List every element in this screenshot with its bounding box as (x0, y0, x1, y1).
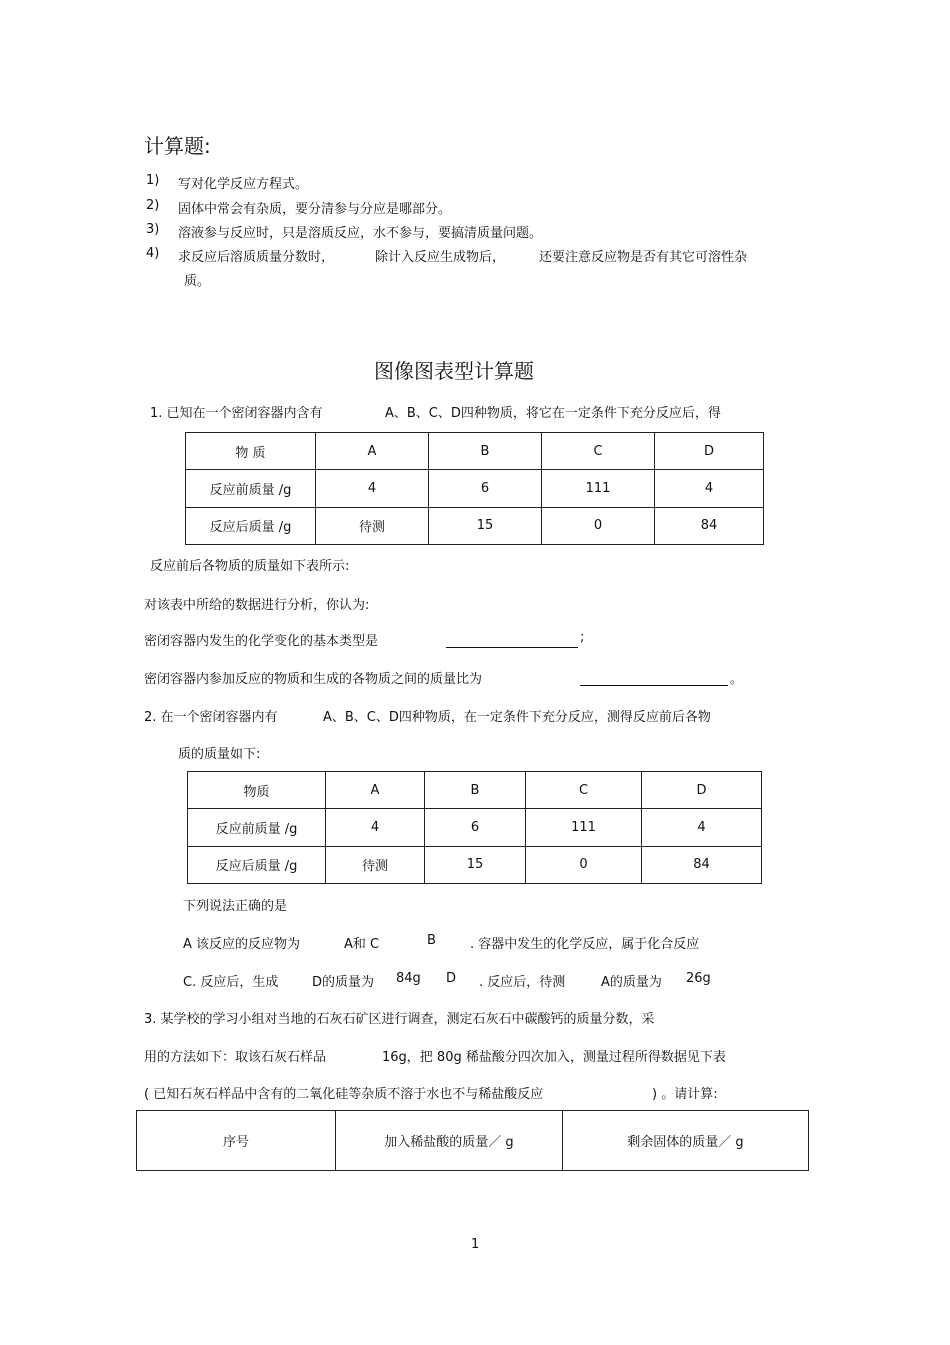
table-cell: D (655, 433, 764, 470)
table-cell: 4 (316, 470, 429, 507)
q2-line-2: 质的质量如下: (178, 747, 261, 762)
q2-option-d-label: A的质量为 (601, 975, 662, 990)
table-cell: 0 (542, 507, 655, 544)
q2-option-a-value: A和 C (344, 937, 380, 952)
table-cell: 15 (429, 507, 542, 544)
table-cell: 84 (642, 846, 762, 883)
note-1-text: 写对化学反应方程式。 (178, 177, 309, 192)
table-cell: 4 (326, 809, 425, 846)
q2-option-d-text: . 反应后，待测 (479, 975, 566, 990)
table-cell: 反应后质量 /g (188, 846, 326, 883)
note-2-number: 2) (146, 198, 160, 213)
table-row (188, 846, 762, 883)
page-heading: 计算题: (144, 134, 211, 158)
q1-text-part-2: A、B、C、D四种物质，将它在一定条件下充分反应后，得 (385, 406, 721, 421)
section-title: 图像图表型计算题 (374, 359, 534, 383)
table-cell: C (542, 433, 655, 470)
table-header-row (188, 772, 762, 809)
table-cell: B (425, 772, 526, 809)
table-cell: 0 (526, 846, 642, 883)
note-1-number: 1) (146, 173, 160, 188)
note-3-number: 3) (146, 222, 160, 237)
q2-text-part-1: 2. 在一个密闭容器内有 (144, 710, 278, 725)
table-cell: 15 (425, 846, 526, 883)
table-cell: 反应前质量 /g (186, 470, 316, 507)
table-cell: 剩余固体的质量／ g (563, 1111, 809, 1171)
q1-blank1-text: 密闭容器内发生的化学变化的基本类型是 (144, 634, 379, 649)
q2-option-c-value: 84g (396, 971, 421, 986)
note-3-text: 溶液参与反应时，只是溶质反应，水不参与，要搞清质量问题。 (178, 226, 543, 241)
table-cell: 111 (542, 470, 655, 507)
q1-analysis: 对该表中所给的数据进行分析，你认为: (144, 598, 370, 613)
table-cell: C (526, 772, 642, 809)
q2-option-a-text: A 该反应的反应物为 (183, 937, 301, 952)
q1-after-table: 反应前后各物质的质量如下表所示: (150, 559, 350, 574)
note-4-continuation: 质。 (184, 274, 211, 289)
note-4-number: 4) (146, 246, 160, 261)
table-row (186, 470, 764, 507)
q1-text-part-1: 1. 已知在一个密闭容器内含有 (150, 406, 323, 421)
note-2-text: 固体中常会有杂质，要分清参与分应是哪部分。 (178, 202, 452, 217)
q2-option-b-letter: B (427, 933, 436, 948)
q3-table (136, 1110, 809, 1171)
q3-line-1: 3. 某学校的学习小组对当地的石灰石矿区进行调查，测定石灰石中碳酸钙的质量分数，采 (144, 1012, 655, 1027)
q2-table (187, 771, 762, 884)
note-4-part-2: 除计入反应生成物后， (375, 250, 506, 265)
q3-line-3-part-1: ( 已知石灰石样品中含有的二氧化硅等杂质不溶于水也不与稀盐酸反应 (144, 1087, 544, 1102)
q1-table (185, 432, 764, 545)
q1-blank2-end: 。 (730, 672, 744, 687)
table-cell: 物 质 (186, 433, 316, 470)
table-cell: 待测 (316, 507, 429, 544)
q2-option-d-value: 26g (686, 971, 711, 986)
q1-blank1-line[interactable] (446, 633, 578, 648)
table-cell: D (642, 772, 762, 809)
q2-option-b-text: . 容器中发生的化学反应，属于化合反应 (470, 937, 700, 952)
q2-option-c-label: D的质量为 (312, 975, 375, 990)
q2-option-d-letter: D (446, 971, 457, 986)
note-4-part-1: 求反应后溶质质量分数时， (178, 250, 335, 265)
table-cell: A (326, 772, 425, 809)
table-cell: 4 (642, 809, 762, 846)
note-4-part-3: 还要注意反应物是否有其它可溶性杂 (539, 250, 748, 265)
table-cell: 反应后质量 /g (186, 507, 316, 544)
q2-prompt: 下列说法正确的是 (183, 899, 288, 914)
q3-line-2-part-1: 用的方法如下：取该石灰石样品 (144, 1050, 327, 1065)
q1-blank2-text: 密闭容器内参加反应的物质和生成的各物质之间的质量比为 (144, 672, 483, 687)
table-header-row (137, 1111, 809, 1171)
table-row (186, 507, 764, 544)
table-cell: A (316, 433, 429, 470)
table-cell: 84 (655, 507, 764, 544)
table-cell: 加入稀盐酸的质量／ g (336, 1111, 563, 1171)
q2-option-c-text: C. 反应后，生成 (183, 975, 279, 990)
table-cell: 待测 (326, 846, 425, 883)
table-cell: 4 (655, 470, 764, 507)
table-header-row (186, 433, 764, 470)
table-cell: 序号 (137, 1111, 336, 1171)
table-row (188, 809, 762, 846)
q1-blank2-line[interactable] (580, 671, 728, 686)
table-cell: B (429, 433, 542, 470)
table-cell: 物质 (188, 772, 326, 809)
table-cell: 6 (425, 809, 526, 846)
q3-line-3-part-2: ) 。请计算: (652, 1087, 718, 1102)
q1-blank1-end: ; (580, 630, 585, 645)
page-number: 1 (471, 1237, 480, 1252)
table-cell: 111 (526, 809, 642, 846)
q2-text-part-2: A、B、C、D四种物质，在一定条件下充分反应，测得反应前后各物 (323, 710, 711, 725)
table-cell: 6 (429, 470, 542, 507)
table-cell: 反应前质量 /g (188, 809, 326, 846)
q3-line-2-part-2: 16g，把 80g 稀盐酸分四次加入，测量过程所得数据见下表 (382, 1050, 726, 1065)
